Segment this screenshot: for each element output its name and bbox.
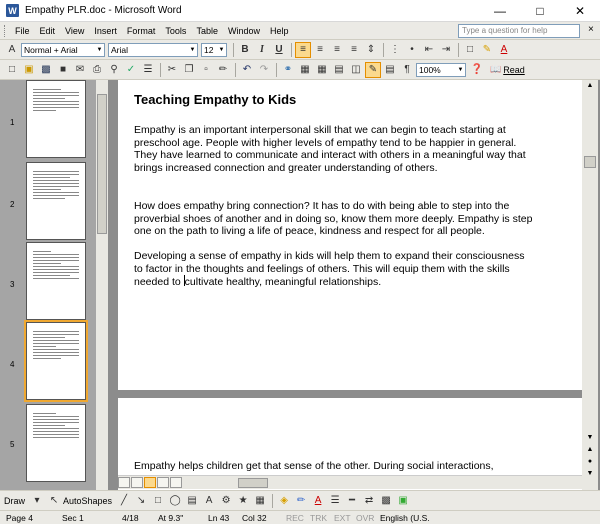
status-ext[interactable]: EXT: [334, 513, 351, 523]
separator: [160, 63, 161, 77]
status-rec[interactable]: REC: [286, 513, 304, 523]
line-icon[interactable]: ╱: [121, 495, 128, 506]
thumbnail-page-3[interactable]: [26, 242, 86, 320]
diagram-icon[interactable]: ⚙: [221, 495, 231, 506]
browse-object-icon[interactable]: ●: [587, 458, 593, 465]
bold-button[interactable]: B: [241, 44, 249, 55]
thumbnail-text: [33, 171, 79, 201]
drawing-toolbar: [0, 490, 600, 510]
chevron-down-icon: ▼: [218, 46, 225, 53]
borders-icon[interactable]: □: [466, 44, 474, 55]
font-color-icon[interactable]: A: [500, 44, 508, 55]
chevron-down-icon: ▼: [96, 46, 103, 53]
print-preview-icon[interactable]: ⚲: [110, 64, 118, 75]
status-page: Page 4: [6, 513, 33, 523]
draw-font-color-icon[interactable]: A: [314, 495, 322, 506]
thumbnail-number: 4: [10, 360, 15, 369]
chevron-down-icon: ▼: [189, 46, 196, 53]
outline-view-icon[interactable]: [157, 477, 169, 488]
thumbnail-text: [33, 251, 79, 281]
web-layout-icon[interactable]: [131, 477, 143, 488]
next-page-icon[interactable]: ▼: [586, 470, 594, 477]
standard-toolbar: [0, 60, 600, 80]
insert-excel-icon[interactable]: ▤: [334, 64, 344, 75]
thumbnail-number: 3: [10, 280, 15, 289]
increase-indent-icon[interactable]: ⇥: [441, 44, 451, 55]
book-icon: 📖: [490, 64, 502, 74]
style-select[interactable]: [21, 43, 105, 57]
research-icon[interactable]: ☰: [143, 64, 153, 75]
line-spacing-icon[interactable]: ⇕: [366, 44, 376, 55]
undo-icon[interactable]: ↶: [242, 64, 252, 75]
document-close-icon[interactable]: ×: [588, 24, 594, 35]
scroll-down-icon[interactable]: ▼: [586, 434, 594, 441]
thumbnail-page-4[interactable]: [26, 322, 86, 400]
document-page[interactable]: [118, 80, 582, 390]
select-objects-icon[interactable]: ↖: [49, 495, 59, 506]
thumbnail-text: [33, 89, 79, 113]
thumbnails-scroll-thumb[interactable]: [97, 94, 107, 234]
close-button[interactable]: ✕: [574, 3, 586, 18]
status-column: Col 32: [242, 513, 267, 523]
title-bar: [0, 0, 600, 22]
wordart-icon[interactable]: A: [205, 495, 213, 506]
3d-style-icon[interactable]: ▣: [398, 495, 408, 506]
normal-view-icon[interactable]: [118, 477, 130, 488]
status-at: At 9.3": [158, 513, 184, 523]
thumbnail-page-2[interactable]: [26, 162, 86, 240]
window-title: Empathy PLR.doc - Microsoft Word: [25, 5, 182, 16]
separator: [383, 43, 384, 57]
drawing-icon[interactable]: ✎: [365, 62, 381, 78]
chevron-down-icon[interactable]: ▾: [34, 495, 40, 506]
document-heading: Teaching Empathy to Kids: [134, 92, 297, 107]
menu-view[interactable]: View: [65, 25, 85, 36]
spelling-icon[interactable]: ✓: [126, 64, 136, 75]
font-size-select[interactable]: [201, 43, 227, 57]
menu-format[interactable]: Format: [126, 25, 156, 36]
email-icon[interactable]: ✉: [75, 64, 85, 75]
zoom-select[interactable]: [416, 63, 466, 77]
previous-page-icon[interactable]: ▲: [586, 446, 594, 453]
decrease-indent-icon[interactable]: ⇤: [424, 44, 434, 55]
highlight-icon[interactable]: ✎: [482, 44, 492, 55]
separator: [233, 43, 234, 57]
picture-icon[interactable]: ▦: [255, 495, 265, 506]
redo-icon[interactable]: ↷: [259, 64, 269, 75]
thumbnail-number: 5: [10, 440, 15, 449]
menu-file[interactable]: File: [15, 25, 30, 36]
font-value: Arial: [111, 44, 129, 55]
align-left-icon[interactable]: ≡: [295, 42, 311, 58]
menu-insert[interactable]: Insert: [94, 25, 117, 36]
new-document-icon[interactable]: □: [8, 64, 16, 75]
style-value: Normal + Arial: [24, 44, 78, 55]
thumbnail-number: 2: [10, 200, 15, 209]
print-layout-icon[interactable]: [144, 477, 156, 488]
copy-icon[interactable]: ❐: [184, 64, 194, 75]
vertical-scrollbar[interactable]: [582, 80, 598, 490]
status-trk[interactable]: TRK: [310, 513, 327, 523]
font-size-value: 12: [204, 44, 214, 55]
menu-table[interactable]: Table: [196, 25, 218, 36]
horizontal-scrollbar[interactable]: [118, 475, 582, 489]
separator: [276, 63, 277, 77]
scroll-up-icon[interactable]: ▲: [586, 82, 594, 89]
print-icon[interactable]: ⎙: [93, 64, 101, 75]
line-color-icon[interactable]: ✏: [296, 495, 306, 506]
thumbnail-text: [33, 331, 79, 361]
cut-icon[interactable]: ✂: [167, 64, 177, 75]
reading-layout-icon[interactable]: [170, 477, 182, 488]
save-icon[interactable]: ▩: [41, 64, 51, 75]
justify-icon[interactable]: ≡: [351, 44, 357, 55]
format-painter-icon[interactable]: ✏: [218, 64, 228, 75]
paragraph-3-text-end: cultivate healthy, meaningful relationships.: [184, 276, 382, 288]
permission-icon[interactable]: ■: [59, 64, 67, 75]
columns-icon[interactable]: ◫: [351, 64, 361, 75]
italic-button[interactable]: I: [260, 44, 264, 55]
fill-color-icon[interactable]: ◈: [280, 495, 288, 506]
menu-edit[interactable]: Edit: [39, 25, 56, 36]
shadow-icon[interactable]: ▩: [381, 495, 391, 506]
paste-icon[interactable]: ▫: [204, 64, 208, 75]
draw-menu[interactable]: Draw: [4, 495, 26, 506]
horizontal-scroll-thumb[interactable]: [238, 478, 268, 488]
text-box-icon[interactable]: ▤: [187, 495, 197, 506]
autoshapes-menu[interactable]: AutoShapes: [63, 495, 113, 506]
styles-pane-icon[interactable]: A: [8, 44, 16, 55]
thumbnail-page-5[interactable]: [26, 404, 86, 482]
paragraph-3-text: Developing a sense of empathy in kids will help them to expand their consciousness to factor in the thoughts and feelings of others. This will equip them with the skills needed to: [134, 250, 525, 288]
maximize-button[interactable]: □: [536, 3, 544, 18]
paragraph-2: How does empathy bring connection? It has to do with being able to step into the proverbial shoes of another and in doing so, know them more deeply. Empathy is step one on the path to living a life of peace, kindness and respect for all people.: [134, 200, 533, 237]
underline-button[interactable]: U: [275, 44, 283, 55]
dash-style-icon[interactable]: ━: [349, 495, 356, 506]
status-pages: 4/18: [122, 513, 139, 523]
separator: [272, 494, 273, 508]
status-bar: [0, 510, 600, 524]
thumbnail-text: [33, 413, 79, 440]
read-button[interactable]: [490, 64, 525, 75]
help-search-input[interactable]: Type a question for help: [458, 24, 580, 38]
status-ovr[interactable]: OVR: [356, 513, 375, 523]
read-label: Read: [503, 64, 525, 75]
rectangle-icon[interactable]: □: [155, 495, 162, 506]
oval-icon[interactable]: ◯: [169, 495, 181, 506]
help-icon[interactable]: ❓: [470, 64, 484, 75]
separator: [458, 43, 459, 57]
font-select[interactable]: [108, 43, 198, 57]
align-center-icon[interactable]: ≡: [317, 44, 323, 55]
menu-tools[interactable]: Tools: [165, 25, 187, 36]
insert-table-icon[interactable]: ▦: [317, 64, 327, 75]
clip-art-icon[interactable]: ★: [238, 495, 248, 506]
zoom-value: 100%: [419, 64, 441, 75]
open-folder-icon[interactable]: ▣: [24, 64, 34, 75]
arrow-style-icon[interactable]: ⇄: [364, 495, 374, 506]
show-hide-icon[interactable]: ¶: [404, 64, 410, 75]
bullets-icon[interactable]: •: [410, 44, 414, 55]
menu-grip[interactable]: [4, 25, 7, 37]
tables-borders-icon[interactable]: ▦: [300, 64, 310, 75]
menu-window[interactable]: Window: [227, 25, 260, 36]
page2-text: Empathy helps children get that sense of the other. During social interactions,: [134, 460, 494, 472]
view-buttons: [118, 477, 183, 488]
chevron-down-icon: ▼: [457, 66, 464, 73]
document-map-icon[interactable]: ▤: [385, 64, 395, 75]
minimize-button[interactable]: —: [494, 3, 506, 18]
menu-help[interactable]: Help: [269, 25, 289, 36]
status-line: Ln 43: [208, 513, 230, 523]
word-app-icon: W: [6, 4, 19, 17]
hyperlink-icon[interactable]: ⚭: [283, 64, 293, 75]
paragraph-3: [134, 250, 534, 289]
thumbnails-scrollbar[interactable]: [96, 80, 108, 490]
paragraph-1: Empathy is an important interpersonal skill that we can begin to teach starting at preschool age. People with higher levels of empathy tend to be happier in general. They have learned to communicate and interact with others in a meaningful way that brings increased connection and greater understanding of others.: [134, 124, 526, 174]
thumbnail-number: 1: [10, 118, 15, 127]
status-language: English (U.S.: [380, 513, 430, 523]
thumbnails-pane: [0, 80, 108, 490]
align-right-icon[interactable]: ≡: [334, 44, 340, 55]
line-style-icon[interactable]: ☰: [330, 495, 340, 506]
status-section: Sec 1: [62, 513, 84, 523]
thumbnail-page-1[interactable]: [26, 80, 86, 158]
numbering-icon[interactable]: ⋮: [390, 44, 400, 55]
separator: [235, 63, 236, 77]
document-workspace: [0, 80, 600, 490]
formatting-toolbar: [0, 40, 600, 60]
separator: [291, 43, 292, 57]
vertical-scroll-thumb[interactable]: [584, 156, 596, 168]
arrow-icon[interactable]: ↘: [136, 495, 146, 506]
